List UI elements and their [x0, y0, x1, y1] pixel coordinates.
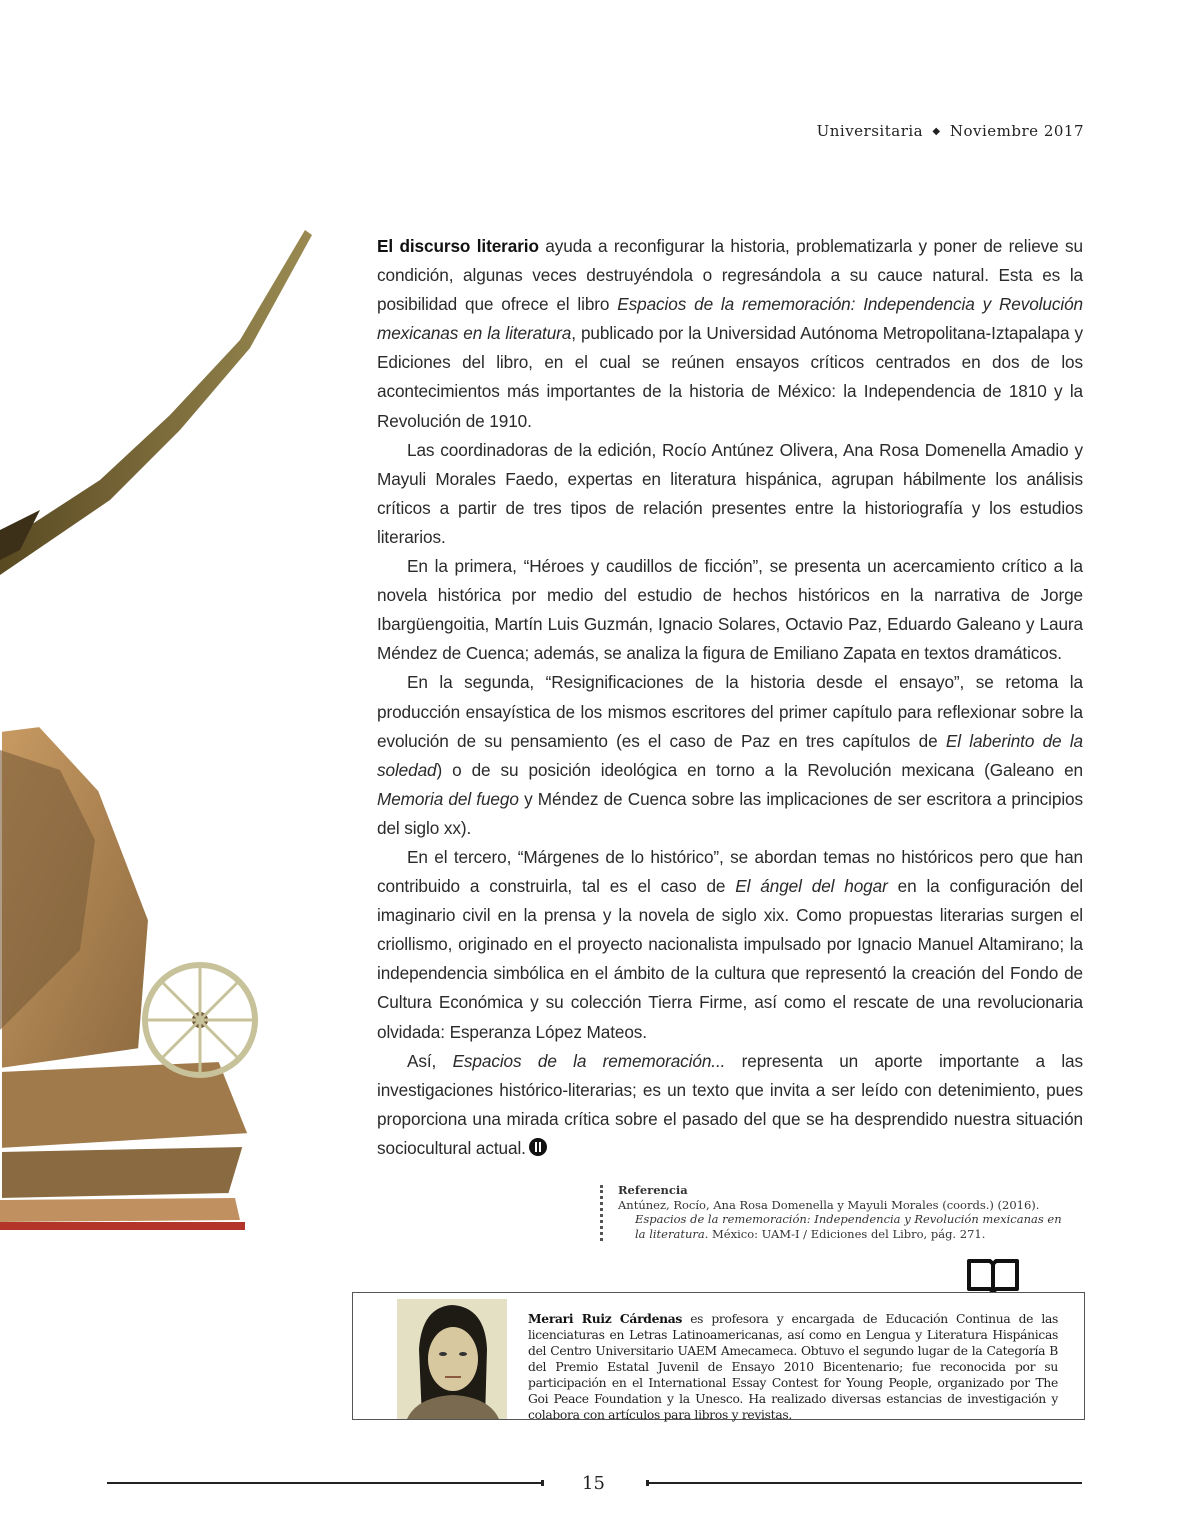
paragraph: El discurso literario ayuda a reconfigurar la historia, problematizarla y poner de relieve su condición, algunas veces destruyéndola o regresándola a su cauce natural. Esta es la posibilidad que ofrece el libro Espacios de la rememoración: Independencia y Revolución mexicanas en la literatura, publicado por la Universidad Autónoma Metropolitana-Iztapalapa y Ediciones del libro, en el cual se reúnen ensayos críticos centrados en dos de los acontecimientos más importantes de la historia de México: la Independencia de 1810 y la Revolución de 1910.: [377, 236, 1083, 431]
paragraph: En el tercero, “Márgenes de lo histórico”, se abordan temas no históricos pero que han contribuido a construirla, tal es el caso de El ángel del hogar en la configuración del imaginario civil en la prensa y la novela de siglo xix. Como propuestas literarias surgen el criollismo, originado en el proyecto nacionalista impulsado por Ignacio Manuel Altamirano; la independencia simbólica en el ámbito de la cultura que representó la creación del Fondo de Cultura Económica y su colección Tierra Firme, así como el rescate de una revolucionaria olvidada: Esperanza López Mateos.: [377, 846, 1083, 1042]
lead-in: El discurso literario: [377, 236, 539, 256]
author-name: Merari Ruiz Cárdenas: [528, 1311, 683, 1326]
open-book-icon: [966, 1257, 1020, 1293]
cannon-wheel-illustration: [145, 965, 255, 1075]
reference-block: [600, 1183, 1068, 1241]
author-bio-text: es profesora y encargada de Educación Continua de las licenciaturas en Letras Latinoamericanas, así como en Lengua y Literatura Hispánicas del Centro Universitario UAEM Amecameca. Obtuvo el segundo lugar de la Categoría B del Premio Estatal Juvenil de Ensayo 2010 Bicentenario; fue reconocida por su participación en el International Essay Contest for Young People, organizado por The Goi Peace Foundation y la Unesco. Ha realizado diversas estancias de investigación y colabora con artículos para libros y revistas.: [528, 1312, 1058, 1422]
footer-rule-right: [648, 1482, 1082, 1484]
running-header: [817, 122, 1084, 140]
paragraph: En la segunda, “Resignificaciones de la historia desde el ensayo”, se retoma la producción ensayística de los mismos escritores del primer capítulo para reflexionar sobre la evolución de su pensamiento (es el caso de Paz en tres capítulos de El laberinto de la soledad) o de su posición ideológica en torno a la Revolución mexicana (Galeano en Memoria del fuego y Méndez de Cuenca sobre las implicaciones de ser escritora a principios del siglo xx).: [377, 672, 1084, 838]
article-body: [377, 232, 1083, 1163]
issue-date: Noviembre 2017: [949, 122, 1084, 140]
paragraph: Las coordinadoras de la edición, Rocío Antúnez Olivera, Ana Rosa Domenella Amadio y Mayuli Morales Faedo, expertas en literatura hispánica, agrupan hábilmente los análisis críticos a partir de tres tipos de relación presentes entre la historiografía y los estudios literarios.: [377, 439, 1083, 547]
decorative-collage-illustration: [0, 230, 360, 1240]
rifle-illustration: [0, 230, 312, 575]
reference-publisher: México: UAM-I / Ediciones del Libro, pág. 271.: [708, 1226, 986, 1241]
page-number: 15: [582, 1473, 605, 1494]
reference-authors: Antúnez, Rocío, Ana Rosa Domenella y Mayuli Morales (coords.) (2016).: [618, 1197, 1040, 1212]
author-photo: [397, 1299, 507, 1419]
publication-name: Universitaria: [816, 122, 924, 140]
paragraph: En la primera, “Héroes y caudillos de ficción”, se presenta un acercamiento crítico a la novela histórica por medio del estudio de hechos históricos en la narrativa de Jorge Ibargüengoitia, Martín Luis Guzmán, Ignacio Solares, Octavio Paz, Eduardo Galeano y Laura Méndez de Cuenca; además, se analiza la figura de Emiliano Zapata en textos dramáticos.: [377, 556, 1083, 664]
footer-rule-cap: [541, 1480, 544, 1486]
reference-details: [618, 1212, 1068, 1241]
author-bio: [528, 1311, 1058, 1423]
book-title: Espacios de la rememoración: Independencia y Revolución mexicanas en la literatura: [377, 294, 1083, 344]
footer-rule-left: [107, 1482, 543, 1484]
paragraph: Así, Espacios de la rememoración... representa un aporte importante a las investigaciones histórico-literarias; es un texto que invita a ser leído con detenimiento, pues proporciona una mirada crítica sobre el pasado del que se ha desprendido nuestra situación sociocultural actual.: [377, 1050, 1083, 1158]
dotted-rule: [600, 1185, 606, 1241]
author-bio-box: [352, 1292, 1085, 1420]
reference-book-title: Espacios de la rememoración: Independencia y Revolución mexicanas en la literatura.: [635, 1212, 1062, 1241]
diamond-separator-icon: ◆: [932, 126, 941, 137]
reference-title: Referencia: [618, 1183, 688, 1197]
photo-stack-illustration: [0, 725, 250, 1230]
end-of-article-icon: [529, 1138, 547, 1156]
